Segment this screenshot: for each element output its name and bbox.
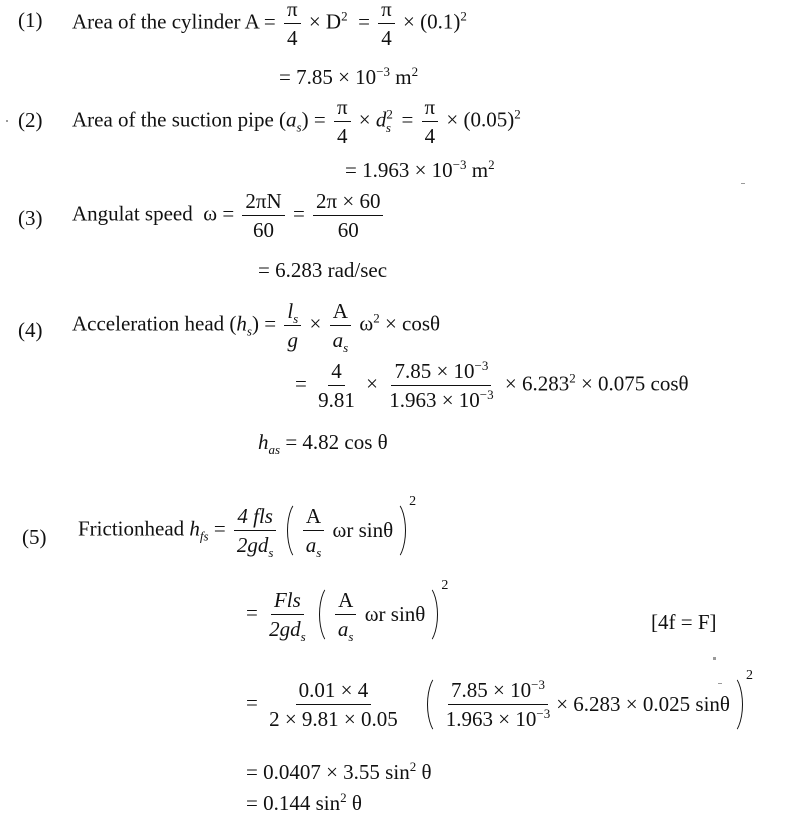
item-label: Area of the suction pipe xyxy=(72,107,274,132)
fraction: $\frac{\pi}{4}$ xyxy=(284,0,301,49)
item-label: Frictionhead xyxy=(78,516,185,541)
fraction: $\frac{4}{9.81}$ xyxy=(318,359,355,413)
item-number: (3) xyxy=(18,206,43,230)
item-number: (2) xyxy=(18,108,43,132)
parenthesis-group: $\frac{7.85 \times 10^{-3}}{1.963 \times 10^{-3}}$ × 6.283 × 0.025 sinθ xyxy=(427,674,743,735)
fraction: $\frac{A}{a_s}$ xyxy=(330,300,352,351)
fraction: $\frac{A}{a_s}$ xyxy=(335,589,357,640)
scan-speck xyxy=(718,683,722,684)
fraction: $\frac{\pi}{4}$ xyxy=(378,0,395,49)
item-label: Area of the cylinder A xyxy=(72,9,259,34)
fraction: $\frac{\pi}{4}$ xyxy=(422,96,439,147)
fraction: $\frac{2\pi N}{60}$ xyxy=(242,190,284,241)
fraction: $\frac{7.85 \times 10^{-3}}{1.963 \times 10^{-3}}$ xyxy=(445,677,551,732)
suction-pipe-area-equation: Area of the suction pipe $(a_s)$ = $\frac{\pi}{4}$ × $d^2_s$ = $\frac{\pi}{4}$ × $(0.05)^2$ xyxy=(72,95,521,149)
fraction: $\frac{\text{Fls}}{2gd_s}$ xyxy=(269,588,306,645)
item-number: (4) xyxy=(18,318,43,342)
cylinder-area-equation: Area of the cylinder A = $\frac{\pi}{4}$ × $D^2$ = $\frac{\pi}{4}$ × $(0.1)^2$ xyxy=(72,0,467,51)
scan-speck xyxy=(6,120,8,122)
suction-pipe-area-result: = $1.963 \times 10^{-3}$ $m^2$ xyxy=(345,157,495,182)
angular-speed-equation: Angulat speed ω = $\frac{2\pi N}{60}$ = $\frac{2\pi \times 60}{60}$ xyxy=(72,190,386,241)
friction-note: [4f = F] xyxy=(651,610,717,634)
scan-speck xyxy=(713,657,716,660)
parenthesis-group: $\frac{A}{a_s}$ ωr sinθ xyxy=(319,584,438,645)
friction-head-numeric: = $\frac{0.01 \times 4}{2 \times 9.81 \times 0.05}$ $\frac{7.85 \times 10^{-3}}{1.963 \times 10^{-3}}$ × 6.283 × 0.025 sinθ $^2$ xyxy=(246,674,753,735)
fraction: $\frac{l_s}{g}$ xyxy=(284,300,301,351)
friction-head-step: = 0.0407 × 3.55 $\sin^2 \theta$ xyxy=(246,759,432,784)
fraction: $\frac{\pi}{4}$ xyxy=(334,96,351,147)
fraction: $\frac{0.01 \times 4}{2 \times 9.81 \times 0.05}$ xyxy=(269,678,398,732)
friction-head-substitution: = $\frac{\text{Fls}}{2gd_s}$ $\frac{A}{a_s}$ ωr sinθ $^2$ xyxy=(246,578,449,645)
acceleration-head-result: $h_{as} = 4.82$ cos θ xyxy=(258,430,388,458)
item-label: Angulat speed xyxy=(72,201,193,226)
cylinder-area-result: = $7.85 \times 10^{-3}$ $m^2$ xyxy=(279,64,419,89)
scan-speck xyxy=(741,183,745,184)
item-number: (1) xyxy=(18,8,43,32)
item-number: (5) xyxy=(22,525,47,549)
angular-speed-result: = 6.283 rad/sec xyxy=(258,258,388,282)
acceleration-head-equation: Acceleration head $(h_s)$ = $\frac{l_s}{g}$ × $\frac{A}{a_s}$ $\omega^2 \times \cos\theta$ xyxy=(72,299,441,356)
parenthesis-group: $\frac{A}{a_s}$ ωr sinθ xyxy=(287,500,406,561)
item-label: Acceleration head xyxy=(72,311,225,336)
fraction: $\frac{7.85 \times 10^{-3}}{1.963 \times 10^{-3}}$ xyxy=(389,358,494,413)
fraction: $\frac{\text{4 fls}}{2gd_s}$ xyxy=(234,505,277,556)
friction-head-equation: Frictionhead $h_{fs}$ = $\frac{\text{4 fls}}{2gd_s}$ $\frac{A}{a_s}$ ωr sinθ $^2$ xyxy=(78,494,417,561)
friction-head-result: = 0.144 $\sin^2 \theta$ xyxy=(246,790,362,815)
fraction: $\frac{2\pi \times 60}{60}$ xyxy=(313,190,383,241)
acceleration-head-substitution: = $\frac{4}{9.81}$ × $\frac{7.85 \times 10^{-3}}{1.963 \times 10^{-3}}$ × $6.283^2 \times 0.075$ cosθ xyxy=(295,358,689,413)
fraction: $\frac{A}{a_s}$ xyxy=(303,505,325,556)
